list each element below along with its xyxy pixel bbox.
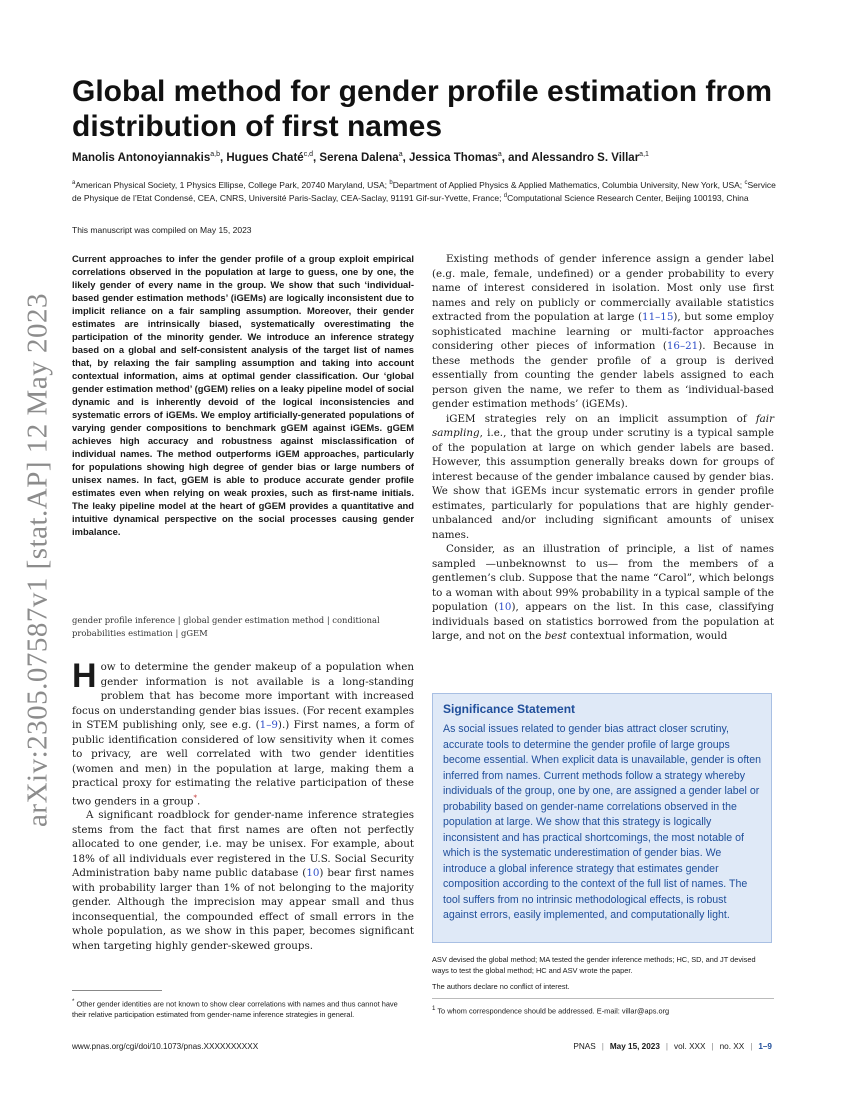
drop-cap: H: [72, 657, 97, 695]
intro-paragraph: [72, 657, 414, 808]
citation-link[interactable]: 10: [498, 601, 512, 613]
affiliation-text: Computational Science Research Center, Beijing 100193, China: [507, 193, 749, 204]
affiliation-mark: b: [389, 180, 393, 186]
affiliation-mark: a: [72, 180, 76, 186]
citation-link[interactable]: 16–21: [666, 340, 699, 352]
citation-link[interactable]: 1–9: [259, 719, 278, 731]
body-paragraph: [432, 542, 774, 644]
footnote-text: Other gender identities are not known to show clear correlations with names and thus cannot have their relative participation estimated from gender-name inference strategies in general.: [72, 999, 398, 1020]
affiliation-text: American Physical Society, 1 Physics Ellipse, College Park, 20740 Maryland, USA;: [75, 179, 390, 190]
abstract: Current approaches to infer the gender profile of a group exploit empirical correlations observed in the population at large to guess, one by one, the likely gender of every name in the group. We show that such ‘individual-based gender estimation methods’ (iGEMs) are logically inconsistent due to implicit reliance on a fair sampling assumption. Moreover, their gender estimates are intrinsically biased, systematically overestimating the participation of the minority gender. We introduce an inference strategy based on a global and self-consistent analysis of the target list of names that, by relaxing the fair sampling assumption and taking into account contextual information, aims at optimal gender classification. Our ‘global gender estimation method’ (gGEM) relies on a leaky pipeline model of social dynamic and is inherently devoid of the logical inconsistencies and systematic errors of iGEMs. We employ artificially-generated populations of varying gender compositions to benchmark gGEM against iGEMs. gGEM achieves high accuracy and robustness against misclassification of individual names. The method outperforms iGEM approaches, particularly for populations showing high degree of gender bias or large numbers of unisex names. In fact, gGEM is able to produce accurate gender profile estimates even when relying on weak proxies, such as first-name initials. The leaky pipeline model at the heart of gGEM provides a quantitative and intuitive dynamical perspective on the social processes causing gender imbalance.: [72, 253, 414, 537]
author-affiliation-mark: a,1: [639, 151, 649, 158]
body-paragraph: [432, 252, 774, 412]
author-affiliation-mark: a,b: [210, 151, 220, 158]
intro-paragraph: [72, 808, 414, 953]
compile-date-note: This manuscript was compiled on May 15, 2023: [72, 225, 252, 235]
text-run: ). Because in these methods the gender profile of a group is derived essentially from counting the gender labels assigned to each person given the name, we refer to them as ‘individual-based gender estimation methods’ (iGEMs).: [432, 340, 774, 410]
doi-url[interactable]: www.pnas.org/cgi/doi/10.1073/pnas.XXXXXXXXXX: [72, 1042, 259, 1051]
citation-link[interactable]: 10: [306, 867, 320, 880]
footnote: [72, 996, 414, 1020]
affiliations: [72, 178, 784, 205]
publication-date: May 15, 2023: [609, 1042, 660, 1051]
author-name: Alessandro S. Villar: [531, 151, 640, 164]
body-paragraph: [432, 412, 774, 543]
author-name: Jessica Thomas: [408, 151, 498, 164]
affiliation-text: Service de Physique de l’Etat Condensé, CEA, CNRS, Université Paris-Saclay, CEA-Saclay, 91191 Gif-sur-Yvette, France;: [72, 179, 776, 204]
text-run: ow to determine the gender makeup of a population when gender information is not available is a long-standing problem that has become more important with increased focus on understanding gender bias issues. (For recent examples in STEM publishing only, see e.g. (: [72, 661, 414, 731]
author-name: Serena Dalena: [319, 151, 399, 164]
text-run: Existing methods of gender inference assign a gender label (e.g. male, female, undefined) or a gender probability to every name of interest considered in isolation. Most only use first names and rely on publicly or commercially available statistics extracted from the population at large (: [432, 253, 774, 323]
significance-title: Significance Statement: [443, 702, 576, 716]
text-run: , i.e., that the group under scrutiny is a typical sample of the population at large on which gender labels are based. However, this assumption generally breaks down for groups of interest because of the gender imbalance caused by gender bias. We show that iGEMs incur systematic errors in gender profile estimates, particularly for populations that are highly gender-unbalanced and/or including significant amounts of unisex names.: [432, 427, 774, 541]
paper-title: Global method for gender profile estimation from distribution of first names: [72, 75, 773, 143]
author-affiliation-mark: a: [398, 151, 403, 158]
author-affiliation-mark: a: [497, 151, 502, 158]
emphasis: fair sampling: [432, 412, 774, 439]
author-affiliation-mark: c,d: [303, 151, 314, 158]
text-run: ).) First names, a form of public identification considered of low sensitivity when it comes to privacy, are well correlated with two gender identities (women and men) in the population at large, making them a practical proxy for estimating the relative participation of these two genders in a group: [72, 719, 414, 807]
page-footer: PNAS | May 15, 2023 | vol. XXX | no. XX | 1–9: [573, 1042, 772, 1051]
text-run: ), but some employ sophisticated machine learning or multi-factor approaches considering other pieces of information (: [432, 311, 774, 352]
arxiv-identifier-stamp: [18, 260, 58, 860]
author-name: Hugues Chaté: [226, 151, 304, 164]
journal-name: PNAS: [573, 1042, 596, 1051]
text-run: iGEM strategies rely on an implicit assumption of: [446, 412, 756, 425]
right-column-body: [432, 252, 774, 644]
correspondence-divider: [432, 998, 774, 999]
correspondence: [432, 1005, 669, 1015]
significance-text: As social issues related to gender bias attract closer scrutiny, accurate tools to determine the gender profile of large groups become essential. When explicit data is unavailable, gender is often inferred from names. Current methods follow a strategy whereby individuals of the group, one by one, are assigned a gender label or probability based on gender-name correlations observed in the population at large. We show that this strategy is logically inconsistent and has practical shortcomings, the most notable of which is the systematic underestimation of gender bias. We introduce a global inference strategy that estimates gender composition according to the context of the full list of names. The tool suffers from no intrinsic methodological effects, is robust against errors, easily implemented, and computationally light.: [443, 723, 761, 921]
citation-link[interactable]: 11–15: [642, 311, 674, 323]
page-range: 1–9: [758, 1042, 772, 1051]
correspondence-text: To whom correspondence should be addressed. E-mail: villar@aps.org: [437, 1006, 670, 1016]
keywords: gender profile inference | global gender estimation method | conditional probabilities estimation | gGEM: [72, 615, 380, 638]
footnote-divider: [72, 990, 162, 991]
affiliation-text: Department of Applied Physics & Applied Mathematics, Columbia University, New York, USA;: [392, 179, 745, 190]
conflict-statement: The authors declare no conflict of interest.: [432, 982, 570, 991]
text-run: A significant roadblock for gender-name inference strategies stems from the fact that first names are often not perfectly allocated to one gender, i.e. may be unisex. For example, about 18% of all individuals ever registered in the U.S. Social Security Administration baby name public database (: [72, 809, 414, 880]
text-run: ) bear first names with probability larger than 1% of not belonging to the majority gender. Although the imprecision may appear small and thus inconsequential, the compounded effect of small errors in the whole population, as we show in this paper, becomes significant when targeting highly gender-skewed groups.: [72, 867, 414, 952]
arxiv-stamp-text: arXiv:2305.07587v1 [stat.AP] 12 May 2023: [21, 293, 54, 827]
significance-statement-box: [432, 693, 772, 943]
volume: vol. XXX: [674, 1042, 706, 1051]
emphasis: best: [544, 630, 567, 642]
text-run: ), appears on the list. In this case, classifying individuals based on statistics borrowed from the population at large, and not on the: [432, 601, 774, 642]
affiliation-mark: d: [503, 193, 508, 200]
introduction-section: [72, 657, 414, 953]
author-contributions: ASV devised the global method; MA tested the gender inference methods; HC, SD, and JT devised ways to test the global method; HC and ASV wrote the paper.: [432, 955, 756, 975]
footnote-mark: *: [72, 998, 75, 1005]
text-run: .: [196, 794, 201, 807]
correspondence-mark: 1: [432, 1005, 436, 1012]
author-name: Manolis Antonoyiannakis: [72, 151, 211, 164]
author-list: Manolis Antonoyiannakis$^{a,b}$, Hugues Chaté$^{c,d}$, Serena Dalena$^a$, Jessica Thomas$^a$, and Alessandro S. Villar$^{a,1}$: [72, 151, 649, 164]
issue-number: no. XX: [719, 1042, 745, 1051]
text-run: Consider, as an illustration of principle, a list of names sampled —unbeknownst to us— from the members of a gentlemen’s club. Suppose that the name “Carol”, which belongs to a woman with about 99% probability in a typical sample of the population (: [432, 543, 774, 613]
footnote-link[interactable]: *: [193, 793, 197, 802]
text-run: contextual information, would: [566, 630, 728, 642]
affiliation-mark: c: [744, 180, 748, 186]
